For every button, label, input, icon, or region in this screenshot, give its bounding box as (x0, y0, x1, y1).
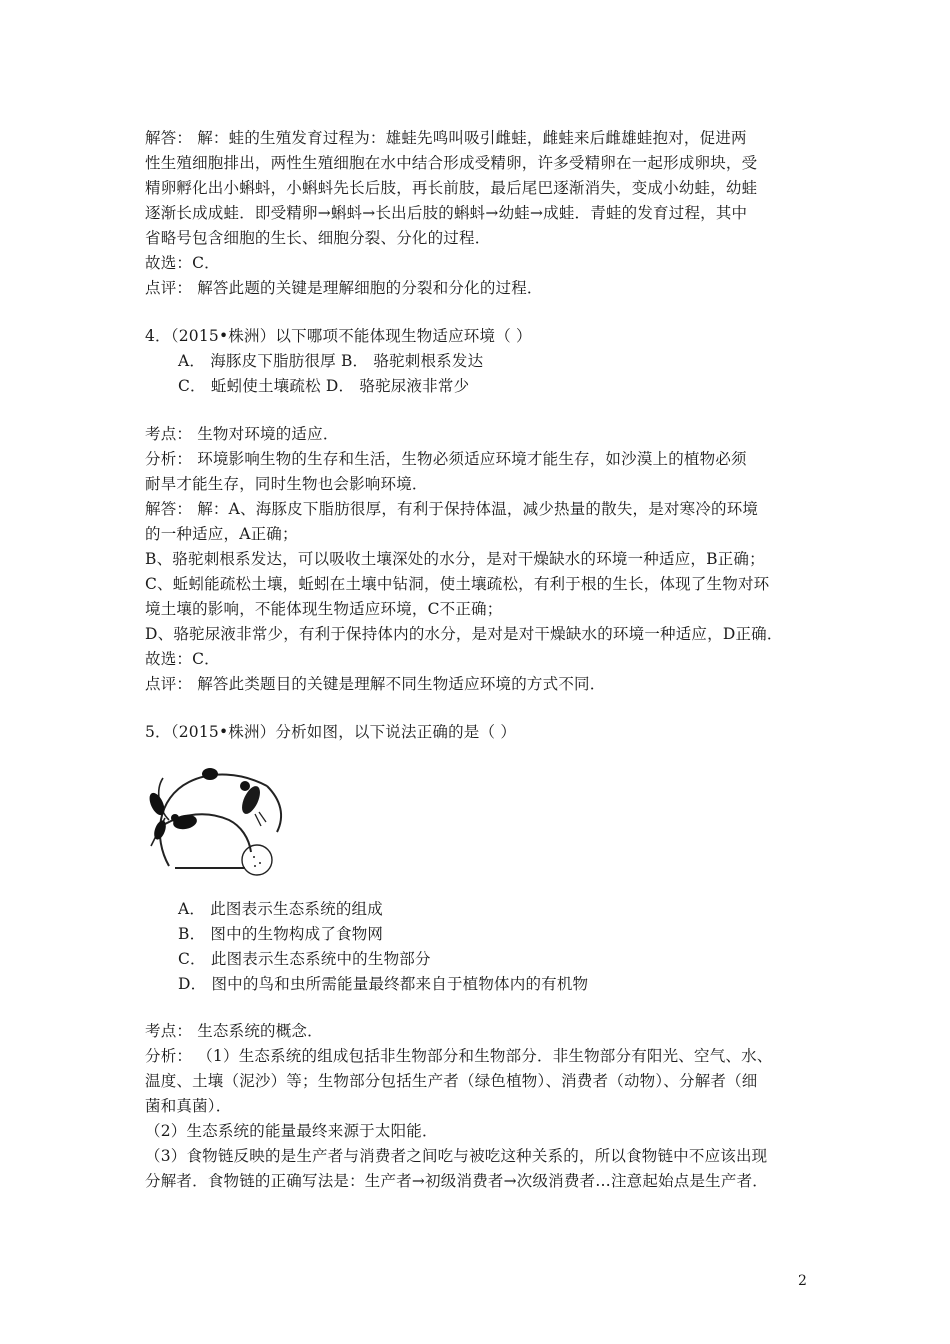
q5-analysis-line-4: （2）生态系统的能量最终来源于太阳能． (145, 1122, 438, 1140)
q3-choice: 故选：C． (145, 254, 220, 272)
q4-choice: 故选：C． (145, 650, 220, 668)
q4-answer-line-2: 的一种适应，A正确； (145, 525, 298, 543)
q4-comment: 点评： 解答此类题目的关键是理解不同生物适应环境的方式不同． (145, 675, 606, 693)
q3-comment: 点评： 解答此题的关键是理解细胞的分裂和分化的过程． (145, 279, 543, 297)
q4-answer-line-5: 境土壤的影响，不能体现生物适应环境，C不正确； (145, 600, 503, 618)
q4-answer-line-4: C、蚯蚓能疏松土壤，蚯蚓在土壤中钻洞，使土壤疏松，有利于根的生长，体现了生物对环 (145, 575, 770, 593)
q4-analysis-line-1: 分析： 环境影响生物的生存和生活，生物必须适应环境才能生存，如沙漠上的植物必须 (145, 450, 747, 468)
q3-answer-line-4: 逐渐长成成蛙．即受精卵→蝌蚪→长出后肢的蝌蚪→幼蛙→成蛙．青蛙的发育过程，其中 (145, 204, 748, 222)
q3-answer-line-1: 解答： 解：蛙的生殖发育过程为：雄蛙先鸣叫吸引雌蛙，雌蛙来后雌雄蛙抱对，促进两 (145, 129, 747, 147)
q4-answer-line-3: B、骆驼刺根系发达，可以吸收土壤深处的水分，是对干燥缺水的环境一种适应，B正确； (145, 550, 765, 568)
q5-analysis-line-6: 分解者．食物链的正确写法是：生产者→初级消费者→次级消费者…注意起始点是生产者． (145, 1172, 768, 1190)
q5-analysis-line-5: （3）食物链反映的是生产者与消费者之间吃与被吃这种关系的，所以食物链中不应该出现 (145, 1147, 768, 1165)
q4-stem: 4．（2015•株洲）以下哪项不能体现生物适应环境（ ） (145, 327, 532, 345)
q4-options-ab: A． 海豚皮下脂肪很厚 B． 骆驼刺根系发达 (178, 352, 484, 370)
q5-stem: 5．（2015•株洲）分析如图，以下说法正确的是（ ） (145, 723, 517, 741)
page-number: 2 (798, 1273, 807, 1289)
q5-analysis-line-1: 分析： （1）生态系统的组成包括非生物部分和生物部分．非生物部分有阳光、空气、水、 (145, 1047, 773, 1065)
q5-option-a: A． 此图表示生态系统的组成 (178, 900, 383, 918)
q5-option-d: D． 图中的鸟和虫所需能量最终都来自于植物体内的有机物 (178, 975, 589, 993)
q4-key-point: 考点： 生物对环境的适应． (145, 425, 339, 443)
q3-answer-line-3: 精卵孵化出小蝌蚪，小蝌蚪先长后肢，再长前肢，最后尾巴逐渐消失，变成小幼蛙，幼蛙 (145, 179, 758, 197)
ecosystem-figure (145, 760, 290, 890)
q3-answer-line-5: 省略号包含细胞的生长、细胞分裂、分化的过程． (145, 229, 491, 247)
q4-analysis-line-2: 耐旱才能生存，同时生物也会影响环境． (145, 475, 428, 493)
q5-key-point: 考点： 生态系统的概念． (145, 1022, 323, 1040)
q4-options-cd: C． 蚯蚓使土壤疏松 D． 骆驼尿液非常少 (178, 377, 470, 395)
q5-analysis-line-3: 菌和真菌）． (145, 1097, 232, 1115)
q5-analysis-line-2: 温度、土壤（泥沙）等；生物部分包括生产者（绿色植物）、消费者（动物）、分解者（细 (145, 1072, 758, 1090)
q5-option-c: C． 此图表示生态系统中的生物部分 (178, 950, 431, 968)
q4-answer-line-6: D、骆驼尿液非常少，有利于保持体内的水分，是对是对干燥缺水的环境一种适应，D正确． (145, 625, 783, 643)
q3-answer-line-2: 性生殖细胞排出，两性生殖细胞在水中结合形成受精卵，许多受精卵在一起形成卵块，受 (145, 154, 758, 172)
q5-option-b: B． 图中的生物构成了食物网 (178, 925, 384, 943)
q4-answer-line-1: 解答： 解：A、海豚皮下脂肪很厚，有利于保持体温，减少热量的散失，是对寒冷的环境 (145, 500, 759, 518)
